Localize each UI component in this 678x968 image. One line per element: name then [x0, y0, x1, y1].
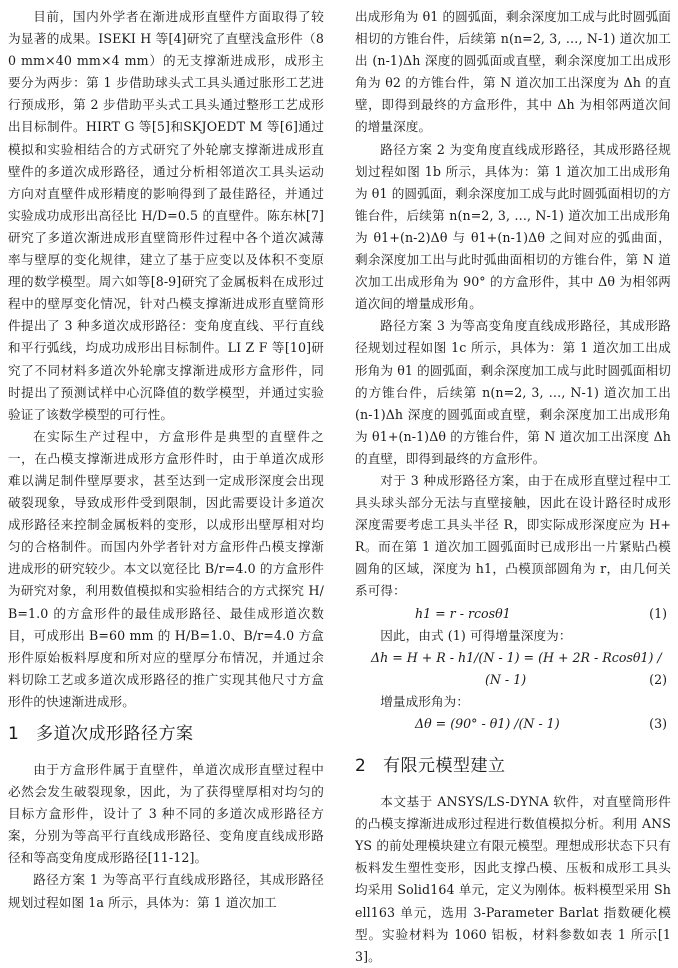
equation-1: [355, 603, 671, 625]
section-number: 2: [355, 756, 367, 777]
section-heading-2: [355, 753, 671, 779]
equation-1-body: h1 = r - rcosθ1: [415, 605, 511, 621]
equation-3-body: Δθ = (90° - θ1) /(N - 1): [415, 716, 560, 731]
paragraph-scheme-1-cont: 出成形角为 θ1 的圆弧面，剩余深度加工成与此时圆弧面相切的方锥台件，后续第 n(n=2, 3, …, N-1) 道次加工出 (n-1)Δh 深度的圆弧面或直壁，剩余深度加工出成形角为 θ2 的方锥台件，第 N 道次加工出深度为 Δh 的直壁，即得到最终的方盒形件，其中 Δh 为相邻两道次间的增量深度。: [355, 9, 671, 135]
paragraph-research-object: 在实际生产过程中，方盒形件是典型的直壁件之一，在凸模支撑渐进成形方盒形件时，由于单道次成形难以满足制件壁厚要求，甚至达到一定成形深度会出现破裂现象，导致成形件受到限制，因此需要设计多道次成形路径来控制金属板料的变形，以成形出壁厚相对均匀的合格制件。而国内外学者针对方盒形件凸模支撑渐进成形的研究较少。本文以宽径比 B/r=4.0 的方盒形件为研究对象，利用数值模拟和实验相结合的方式探究 H/B=1.0 的方盒形件的最佳成形路径、最佳成形道次数目，可成形出 B=60 mm 的 H/B=1.0、B/r=4.0 方盒形件原始板料厚度和所对应的壁厚分布情况，并通过余料切除工艺或多道次成形路径的推广实现其他尺寸方盒形件的快速渐进成形。: [8, 428, 324, 709]
section-number: 1: [8, 724, 20, 744]
paragraph-fem-model: 本文基于 ANSYS/LS-DYNA 软件，对直壁筒形件的凸模支撑渐进成形过程进行数值模拟分析。利用 ANSYS 的前处理模块建立有限元模型。理想成形状态下只有板料发生塑性变形，因此支撑凸模、压板和成形工具头均采用 Solid164 单元，定义为刚体。板料模型采用 Shell163 单元，选用 3-Parameter Barlat 指数硬化模型。实验材料为 1060 铝板，材料参数如表 1 所示[13]。: [355, 794, 671, 964]
equation-3: [355, 713, 671, 735]
section-title: 多道次成形路径方案: [36, 724, 194, 744]
left-column: [8, 6, 324, 914]
paragraph-increment-depth: 因此，由式 (1) 可得增量深度为：: [380, 627, 572, 643]
paragraph-literature-review: 目前，国内外学者在渐进成形直壁件方面取得了较为显著的成果。ISEKI H 等[4]研究了直壁浅盒形件（80 mm×40 mm×4 mm）的无支撑渐进成形，成形主要分为两步：第 1 步借助球头式工具头通过胀形工艺进行预成形，第 2 步借助平头式工具头通过整形工艺成形出目标制件。HIRT G 等[5]和SKJOEDT M 等[6]通过模拟和实验相结合的方式研究了外轮廓支撑渐进成形直壁件的多道次成形路径，通过分析相邻道次工具头运动方向对直壁件成形精度的影响得到了最佳路径，并通过实验成功成形出高径比 H/D=0.5 的直壁件。陈东林[7]研究了多道次渐进成形直壁筒形件过程中各个道次减薄率与壁厚的变化规律，建立了基于应变以及体积不变原理的数学模型。周六如等[8-9]研究了金属板料在成形过程中的壁厚变化情况，针对凸模支撑渐进成形直壁筒形件提出了 3 种多道次成形路径：变角度直线、平行直线和平行弧线，均成功成形出目标制件。LI Z F 等[10]研究了不同材料多道次外轮廓支撑渐进成形方盒形件，同时提出了预测试样中心沉降值的数学模型，并通过实验验证了该数学模型的可行性。: [8, 9, 324, 422]
paragraph-scheme-2: 路径方案 2 为变角度直线成形路径，其成形路径规划过程如图 1b 所示，具体为：第 1 道次加工出成形角为 θ1 的圆弧面，剩余深度加工成与此时圆弧面相切的方锥台件，后续第 n(n=2, 3, …, N-1) 道次加工出成形角为 θ1+(n-2)Δθ 与 θ1+(n-1)Δθ 之间对应的弧曲面，剩余深度加工出与此时弧曲面相切的方锥台件，第 N 道次加工出成形角为 90° 的方盒形件，其中 Δθ 为相邻两道次间的增量成形角。: [355, 141, 671, 312]
equation-3-number: (3): [649, 716, 667, 731]
paragraph-path-intro: 由于方盒形件属于直壁件，单道次成形直壁过程中必然会发生破裂现象，因此，为了获得壁厚相对均匀的目标方盒形件，设计了 3 种不同的多道次成形路径方案，分别为等高平行直线成形路径、变角度直线成形路径和等高变角度成形路径[11-12]。: [8, 762, 324, 866]
right-column: [355, 6, 671, 968]
equation-2-number: (2): [649, 671, 667, 687]
section-title: 有限元模型建立: [383, 756, 506, 777]
paragraph-geometry: 对于 3 种成形路径方案，由于在成形直壁过程中工具头球头部分无法与直壁接触，因此在设计路径时成形深度需要考虑工具头半径 R，即实际成形深度应为 H+R。而在第 1 道次加工圆弧面时已成形出一片紧贴凸模圆角的区域，深度为 h1，凸模顶部圆角为 r，由几何关系可得：: [355, 472, 671, 599]
section-heading-1: [8, 721, 324, 747]
equation-2-denominator: (N - 1): [485, 671, 527, 687]
equation-2-line-1: [355, 647, 671, 669]
equation-2-line-2: [355, 669, 671, 691]
paragraph-scheme-3: 路径方案 3 为等高变角度直线成形路径，其成形路径规划过程如图 1c 所示，具体为：第 1 道次加工出成形角为 θ1 的圆弧面，剩余深度加工成与此时圆弧面相切的方锥台件，后续第 n(n=2, 3, …, N-1) 道次加工出 (n-1)Δh 深度的圆弧面或直壁，剩余深度加工出成形角为 θ1+(n-1)Δθ 的方锥台件，第 N 道次加工出深度 Δh 的直壁，即得到最终的方盒形件。: [355, 318, 671, 466]
equation-2-body: Δh = H + R - h1/(N - 1) = (H + 2R - Rcosθ1) /: [371, 649, 662, 665]
paragraph-scheme-1-start: 路径方案 1 为等高平行直线成形路径，其成形路径规划过程如图 1a 所示，具体为：第 1 道次加工: [8, 872, 324, 910]
equation-1-number: (1): [649, 605, 667, 621]
paragraph-increment-angle: 增量成形角为：: [380, 693, 470, 709]
